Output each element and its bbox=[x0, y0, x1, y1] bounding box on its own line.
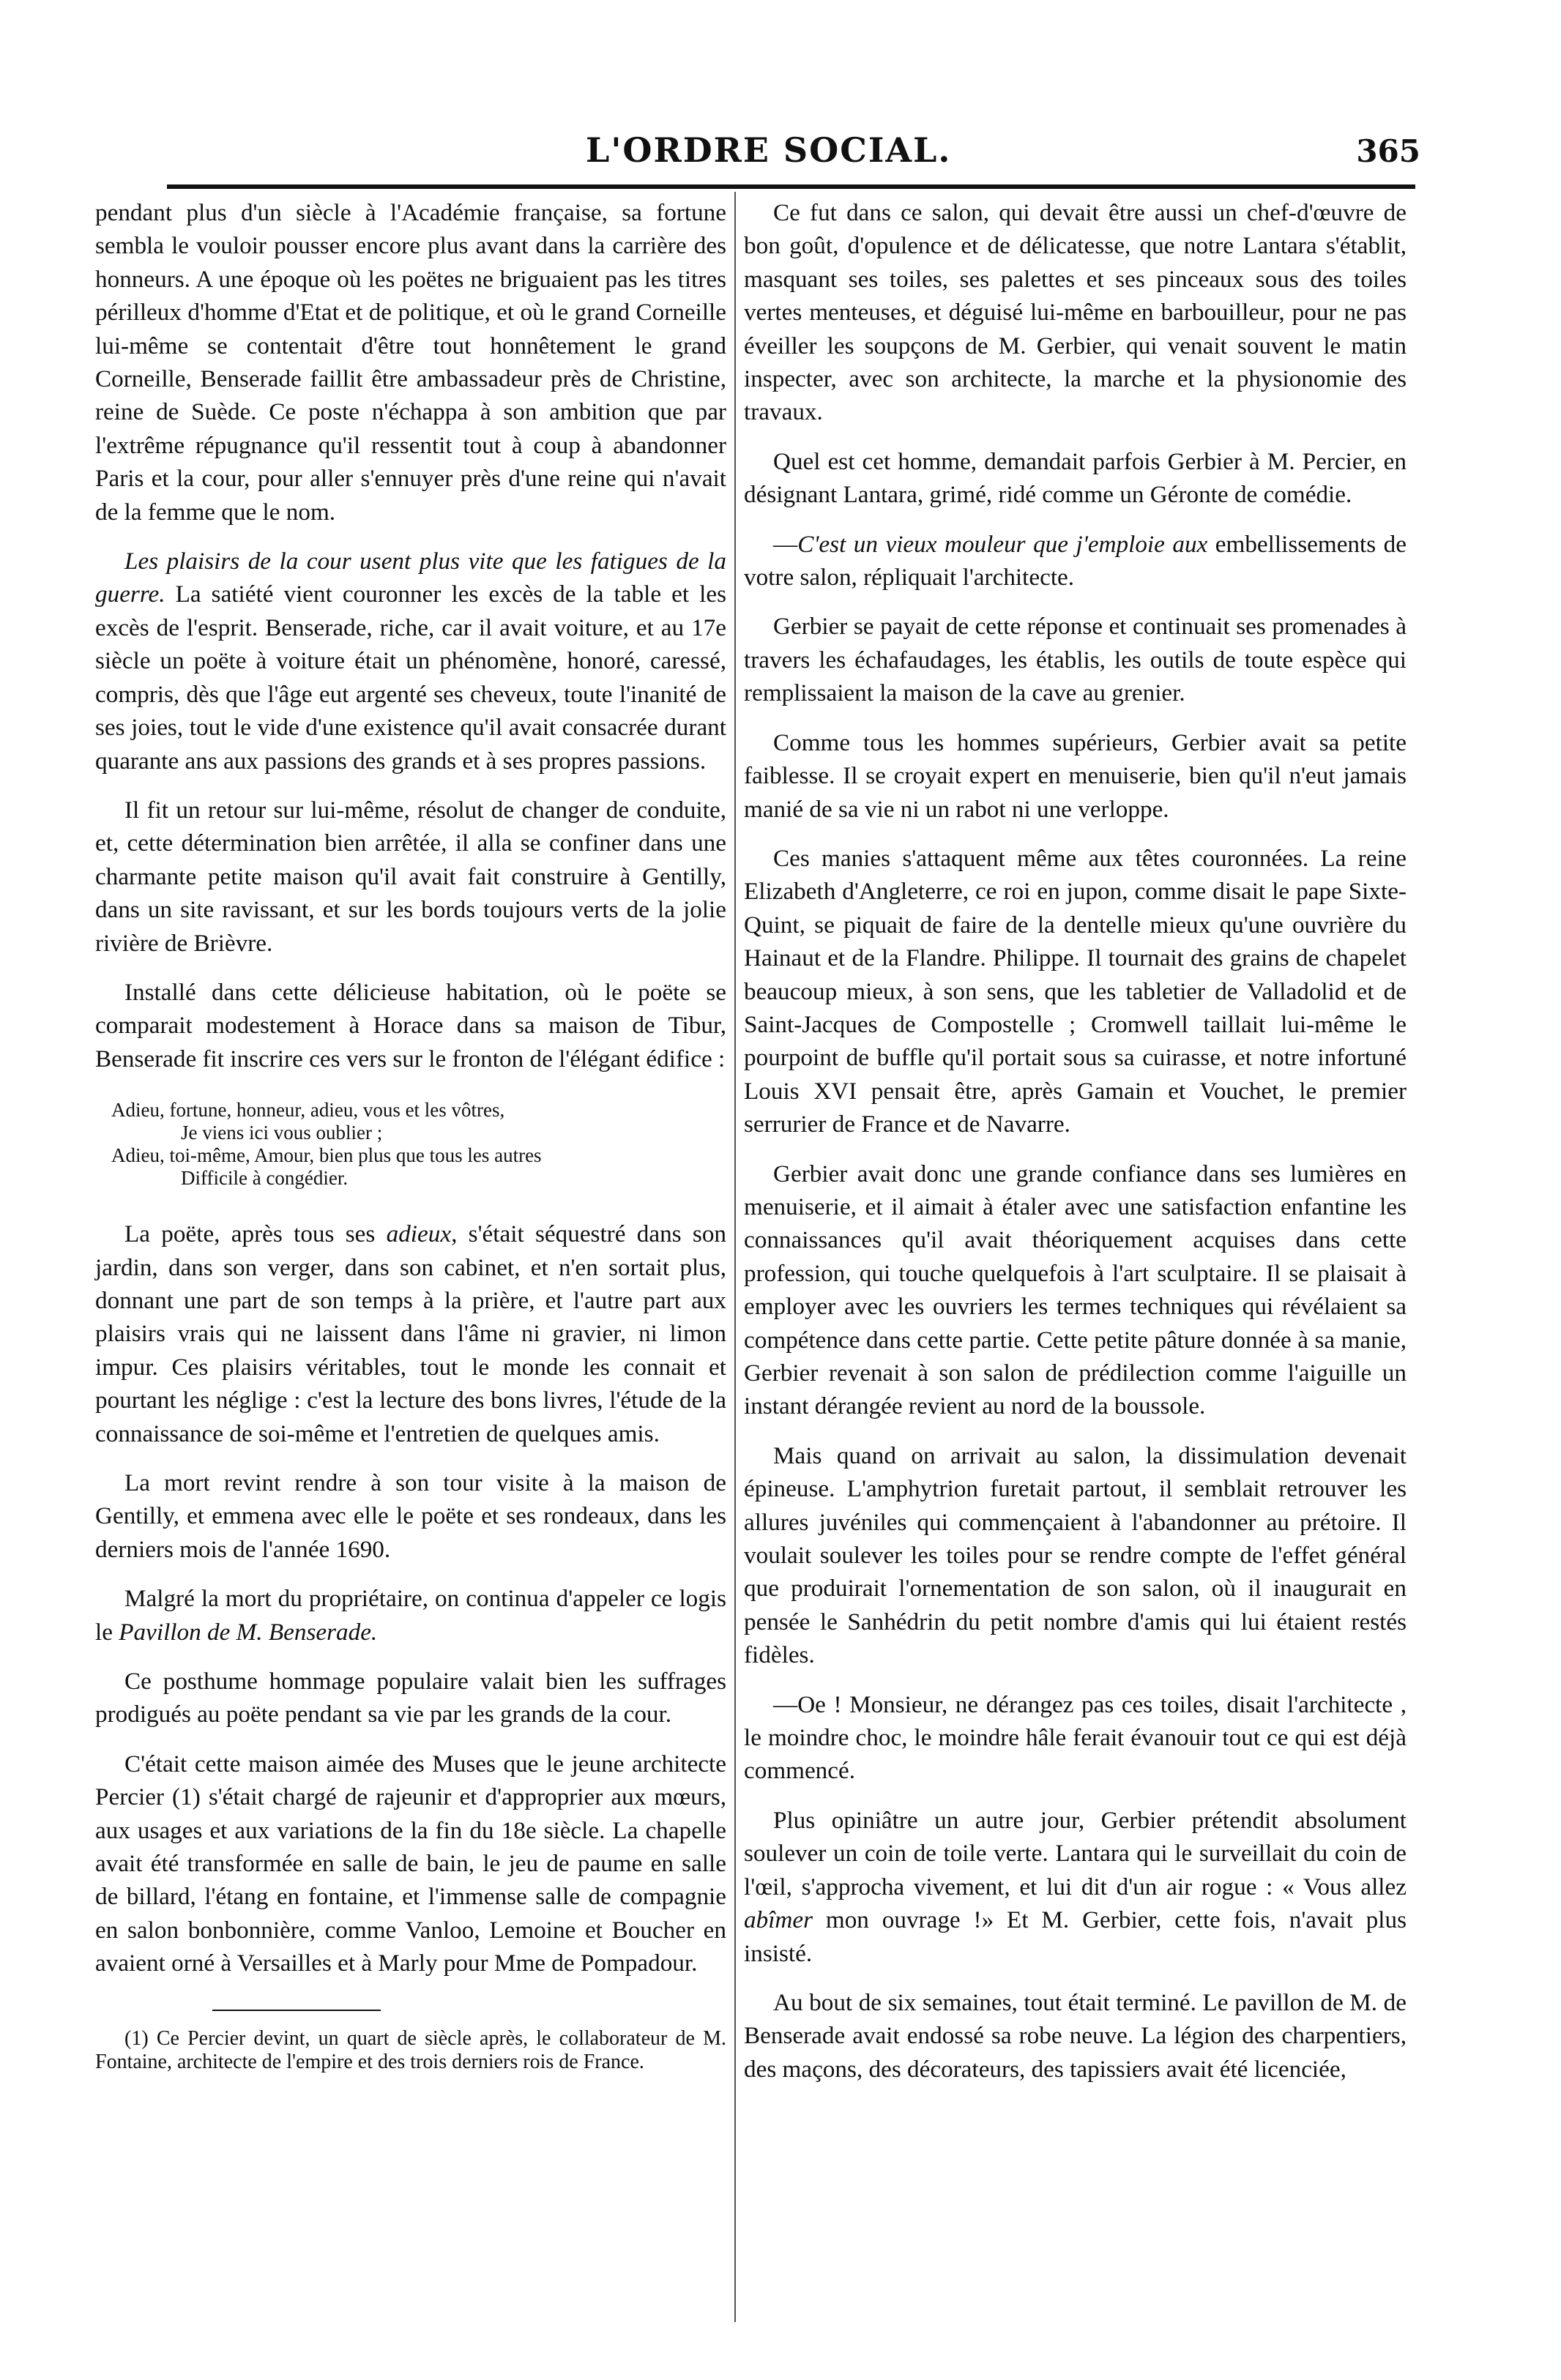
paragraph: Au bout de six semaines, tout était terminé. Le pavillon de M. de Benserade avait endossé sa robe neuve. La légion des charpentiers, des maçons, des décorateurs, des tapissiers avait été licenciée, bbox=[744, 1988, 1407, 2083]
paragraph bbox=[95, 1217, 726, 1450]
paragraph: Ces manies s'attaquent même aux têtes couronnées. La reine Elizabeth d'Angleterre, ce roi en jupon, comme disait le pape Sixte-Quint, se piquait de faire de la dentelle mieux qu'une ouvrière du Hainaut et de la Flandre. Philippe. Il tournait des grains de chapelet beaucoup mieux, à son sens, que les tabletier de Valladolid et de Saint-Jacques de Compostelle ; Cromwell taillait lui-même le pourpoint de buffle qu'il portait sous sa cuirasse, et notre infortuné Louis XVI pensait être, après Gamain et Vouchet, le premier serrurier de France et de Navarre. bbox=[744, 844, 1407, 1138]
paragraph bbox=[95, 545, 726, 777]
paragraph-text: La satiété vient couronner les excès de la table et les excès de l'esprit. Benserade, riche, car il avait voiture, et au 17e siècle un poëte à voiture était un phénomène, honoré, caressé, compris, dès que l'âge eut argenté ses cheveux, toute l'inanité de ses joies, tout le vide d'une existence qu'il avait consacrée durant quarante ans aux passions des grands et à ses propres passions. bbox=[95, 581, 726, 775]
column-divider bbox=[734, 192, 736, 2322]
paragraph: Ce fut dans ce salon, qui devait être aussi un chef-d'œuvre de bon goût, d'opulence et de délicatesse, que notre Lantara s'établit, masquant ses toiles, ses palettes et ses pinceaux sous des toiles vertes menteuses, et déguisé lui-même en barbouilleur, pour ne pas éveiller les soupçons de M. Gerbier, qui venait souvent le matin inspecter, avec son architecte, la marche et la physionomie des travaux. bbox=[744, 199, 1407, 426]
poem-line: Difficile à congédier. bbox=[181, 1167, 349, 1190]
paragraph-text: embellissements de votre salon, répliquait l'architecte. bbox=[744, 530, 1407, 592]
paragraph: Gerbier se payait de cette réponse et continuait ses promenades à travers les échafaudages, les établis, les outils de toute espèce qui remplissaient la maison de la cave au grenier. bbox=[744, 613, 1407, 707]
italic-text: Pavillon de M. Benserade. bbox=[119, 1618, 378, 1646]
paragraph: La mort revint rendre à son tour visite à la maison de Gentilly, et emmena avec elle le poëte et ses rondeaux, dans les derniers mois de l'année 1690. bbox=[95, 1469, 726, 1563]
paragraph-text: mon ouvrage !» Et M. Gerbier, cette fois, n'avait plus insisté. bbox=[744, 1906, 1407, 1967]
poem-line: Adieu, toi-même, Amour, bien plus que tous les autres bbox=[111, 1144, 542, 1167]
footnote-rule bbox=[212, 2010, 381, 2011]
paragraph-text: — bbox=[773, 530, 798, 558]
header-rule bbox=[167, 184, 1415, 189]
left-column bbox=[95, 196, 726, 2090]
paragraph: Gerbier avait donc une grande confiance dans ses lumières en menuiserie, et il aimait à étaler avec une satisfaction enfantine les connaissances qu'il avait théoriquement acquises dans cette profession, qui touche quelquefois à l'art sculptaire. Il se plaisait à employer avec les ouvriers les termes techniques qui révélaient sa compétence dans cette partie. Cette petite pâture donnée à sa manie, Gerbier revenait à son salon de prédilection comme l'aiguille un instant dérangée revient au nord de la boussole. bbox=[744, 1160, 1407, 1420]
inscription-poem bbox=[111, 1099, 726, 1190]
paragraph bbox=[744, 1804, 1407, 1970]
paragraph: pendant plus d'un siècle à l'Académie française, sa fortune sembla le vouloir pousser encore plus avant dans la carrière des honneurs. A une époque où les poëtes ne briguaient pas les titres périlleux d'homme d'Etat et de politique, et où le grand Corneille lui-même se contentait d'être tout honnêtement le grand Corneille, Benserade faillit être ambassadeur près de Christine, reine de Suède. Ce poste n'échappa à son ambition que par l'extrême répugnance qu'il ressentit tout à coup à abandonner Paris et la cour, pour aller s'ennuyer près d'une reine qui n'avait de la femme que le nom. bbox=[95, 199, 726, 526]
paragraph: Installé dans cette délicieuse habitation, où le poëte se comparait modestement à Horace dans sa maison de Tibur, Benserade fit inscrire ces vers sur le fronton de l'élégant édifice : bbox=[95, 978, 726, 1073]
paragraph-text: Malgré la mort du propriétaire, on continua d'appeler ce logis le bbox=[95, 1585, 726, 1646]
paragraph-text: Plus opiniâtre un autre jour, Gerbier prétendit absolument soulever un coin de toile verte. Lantara qui le surveillait du coin de l'œil, s'approcha vivement, et lui dit d'un air rogue : « Vous allez bbox=[744, 1806, 1407, 1900]
paragraph: Mais quand on arrivait au salon, la dissimulation devenait épineuse. L'amphytrion furetait partout, il semblait retrouver les allures juvéniles qui commençaient à l'abandonner au prétoire. Il voulait soulever les toiles pour se rendre compte de l'effet général que produirait l'ornementation de son salon, où il inaugurait en pensée le Sanhédrin du petit nombre d'amis qui lui étaient restés fidèles. bbox=[744, 1441, 1407, 1669]
page-title: L'ORDRE SOCIAL. bbox=[586, 130, 952, 170]
paragraph: Ce posthume hommage populaire valait bien les suffrages prodigués au poëte pendant sa vie par les grands de la cour. bbox=[95, 1668, 726, 1728]
paragraph bbox=[744, 528, 1407, 594]
italic-text: adieux bbox=[386, 1220, 452, 1248]
paragraph: Quel est cet homme, demandait parfois Gerbier à M. Percier, en désignant Lantara, grimé, ridé comme un Géronte de comédie. bbox=[744, 447, 1407, 509]
paragraph-text: , s'était séquestré dans son jardin, dans son verger, dans son cabinet, et n'en sortait plus, donnant une part de son temps à la prière, et l'autre part aux plaisirs vrais qui ne laissent dans l'âme ni gravier, ni limon impur. Ces plaisirs véritables, tout le monde les connait et pourtant les néglige : c'est la lecture des bons livres, l'étude de la connaissance de soi-même et l'entretien de quelques amis. bbox=[95, 1220, 727, 1447]
italic-text: C'est un vieux mouleur que j'emploie aux bbox=[797, 530, 1208, 558]
poem-line: Je viens ici vous oublier ; bbox=[181, 1122, 383, 1144]
running-header bbox=[146, 130, 1420, 182]
poem-line: Adieu, fortune, honneur, adieu, vous et les vôtres, bbox=[111, 1099, 505, 1122]
italic-text: abîmer bbox=[744, 1906, 813, 1934]
italic-text: Les plaisirs de la cour usent plus vite que les fatigues de la guerre. bbox=[95, 548, 726, 608]
paragraph-text: La poëte, après tous ses bbox=[124, 1220, 387, 1248]
paragraph bbox=[95, 1582, 726, 1649]
paragraph: C'était cette maison aimée des Muses que le jeune architecte Percier (1) s'était chargé de rajeunir et d'approprier aux mœurs, aux usages et aux variations de la fin du 18e siècle. La chapelle avait été transformée en salle de bain, le jeu de paume en salle de billard, l'étang en fontaine, et l'immense salle de compagnie en salon bonbonnière, comme Vanloo, Lemoine et Boucher en avaient orné à Versailles et à Marly pour Mme de Pompadour. bbox=[95, 1750, 726, 1977]
right-column bbox=[744, 196, 1407, 2102]
paragraph: Il fit un retour sur lui-même, résolut de changer de conduite, et, cette détermination bien arrêtée, il alla se confiner dans une charmante petite maison qu'il avait fait construire à Gentilly, dans un site ravissant, et sur les bords toujours verts de la jolie rivière de Brièvre. bbox=[95, 796, 726, 957]
page-number: 365 bbox=[1356, 133, 1420, 169]
footnote: (1) Ce Percier devint, un quart de siècle après, le collaborateur de M. Fontaine, architecte de l'empire et des trois derniers rois de France. bbox=[95, 2026, 726, 2073]
paragraph: Comme tous les hommes supérieurs, Gerbier avait sa petite faiblesse. Il se croyait expert en menuiserie, bien qu'il n'eut jamais manié de sa vie ni un rabot ni une verloppe. bbox=[744, 728, 1407, 823]
paragraph: —Oe ! Monsieur, ne dérangez pas ces toiles, disait l'architecte , le moindre choc, le moindre hâle ferait évanouir tout ce qui est déjà commencé. bbox=[744, 1690, 1407, 1785]
